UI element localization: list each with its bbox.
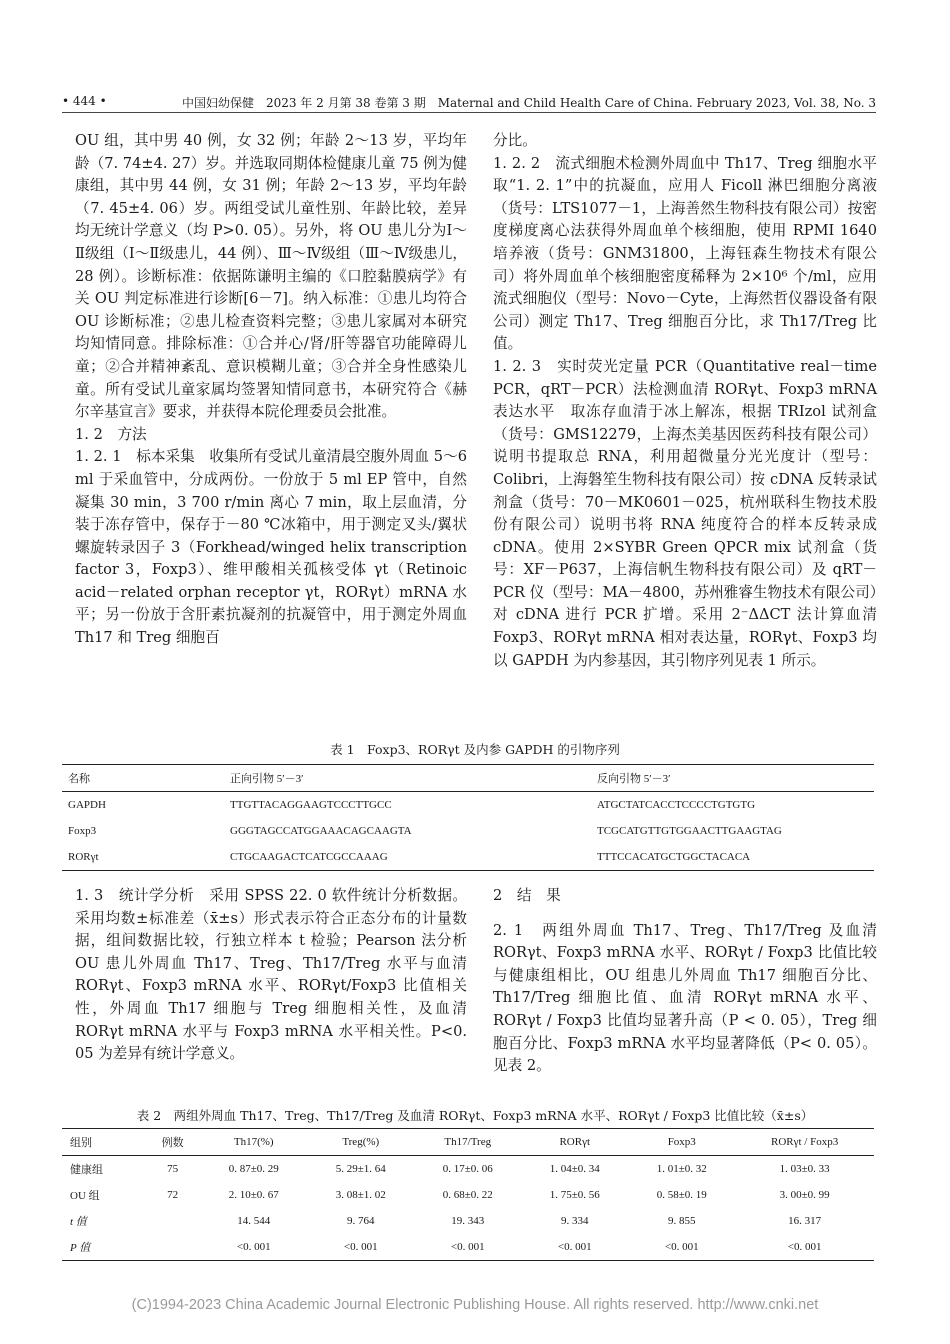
table-cell: <0. 001 — [236, 1241, 271, 1253]
table-cell: 1. 75±0. 56 — [549, 1189, 600, 1201]
section-heading-methods: 1. 2 方法 — [75, 425, 147, 443]
table-header-cell: RORγt / Foxp3 — [771, 1136, 839, 1148]
table-cell: OU 组 — [70, 1190, 100, 1202]
table-header-cell: Th17/Treg — [444, 1136, 492, 1148]
continued-text: 分比。 — [493, 132, 537, 149]
table-cell: Foxp3 — [68, 825, 97, 837]
comparison-table — [62, 1128, 874, 1261]
table-cell: <0. 001 — [664, 1241, 699, 1253]
table-header-row — [62, 765, 874, 792]
running-header — [0, 90, 950, 114]
table-cell: 0. 58±0. 19 — [656, 1189, 707, 1201]
primer-sequence-table — [62, 764, 874, 871]
table-cell: <0. 001 — [343, 1241, 378, 1253]
copyright-footer: (C)1994-2023 China Academic Journal Electronic Publishing House. All rights reserved. http://www.cnki.net — [131, 1297, 819, 1313]
table-row — [62, 1208, 874, 1234]
table-cell: TCGCATGTTGTGGAACTTGAAGTAG — [597, 825, 782, 837]
table-header-row — [62, 1129, 874, 1156]
table-cell: 1. 03±0. 33 — [779, 1163, 830, 1175]
table-cell: 3. 08±1. 02 — [335, 1189, 386, 1201]
table-cell: 0. 87±0. 29 — [228, 1163, 279, 1175]
table-cell — [145, 1234, 200, 1261]
table-cell: 1. 04±0. 34 — [549, 1163, 600, 1175]
table-row — [62, 1156, 874, 1183]
table-header-cell: Th17(%) — [233, 1136, 274, 1148]
table-cell: 3. 00±0. 99 — [779, 1189, 830, 1201]
left-column-upper — [75, 130, 467, 650]
table-cell: <0. 001 — [787, 1241, 822, 1253]
table-header-cell: 组别 — [70, 1137, 92, 1149]
table-header-cell: Treg(%) — [342, 1136, 380, 1148]
journal-running-title: 中国妇幼保健 2023 年 2 月第 38 卷第 3 期 Maternal and Child Health Care of China. February 2023, Vol. 38, No. 3 — [181, 96, 876, 110]
table-cell: TTTCCACATGCTGGCTACACA — [597, 851, 751, 863]
table-cell: 9. 334 — [561, 1215, 589, 1227]
table-cell: 9. 855 — [668, 1215, 696, 1227]
table-cell: 0. 68±0. 22 — [442, 1189, 493, 1201]
table-row — [62, 792, 874, 819]
right-column-upper — [493, 130, 892, 672]
table-cell: 16. 317 — [788, 1215, 822, 1227]
table-cell: 0. 17±0. 06 — [442, 1163, 493, 1175]
table-header-cell: RORγt — [559, 1136, 591, 1148]
table-cell: CTGCAAGACTCATCGCCAAAG — [230, 851, 388, 863]
table-header-cell: 名称 — [68, 773, 90, 785]
table-cell: 5. 29±1. 64 — [335, 1163, 386, 1175]
results-paragraph: 2. 1 两组外周血 Th17、Treg、Th17/Treg 及血清 RORγt、Foxp3 mRNA 水平、RORγt / Foxp3 比值比较 与健康组相比，OU 组患儿外周血 Th17 细胞百分比、Th17/Treg 细胞比值、血清 RORγt mRNA 水平、RORγt / Foxp3 比值均显著升高（P < 0. 05），Treg 细胞百分比、Foxp3 mRNA 水平均显著降低（P< 0. 05）。见表 2。 — [493, 921, 892, 1075]
table-cell: 14. 544 — [237, 1215, 271, 1227]
table-cell: 9. 764 — [347, 1215, 375, 1227]
table-cell: 2. 10±0. 67 — [228, 1189, 279, 1201]
table-row — [62, 844, 874, 871]
table-cell: 健康组 — [70, 1164, 103, 1176]
table-cell: <0. 001 — [450, 1241, 485, 1253]
table-cell: TTGTTACAGGAAGTCCCTTGCC — [230, 799, 392, 811]
subjects-paragraph: OU 组，其中男 40 例，女 32 例；年龄 2～13 岁，平均年龄（7. 74±4. 27）岁。并选取同期体检健康儿童 75 例为健康组，其中男 44 例，女 31 例；年龄 2～13 岁，平均年龄（7. 45±4. 06）岁。两组受试儿童性别、年龄比较，差异均无统计学意义（均 P>0. 05）。另外，将 OU 患儿分为Ⅰ～Ⅱ级组（Ⅰ～Ⅱ级患儿，44 例）、Ⅲ～Ⅳ级组（Ⅲ～Ⅳ级患儿，28 例）。诊断标准：依据陈谦明主编的《口腔黏膜病学》有关 OU 判定标准进行诊断[6－7]。纳入标准：①患儿均符合 OU 诊断标准；②患儿检查资料完整；③患儿家属对本研究均知情同意。排除标准：①合并心/肾/肝等器官功能障碍儿童；②合并精神紊乱、意识模糊儿童；③合并全身性感染儿童。所有受试儿童家属均签署知情同意书，本研究符合《赫尔辛基宣言》要求，并获得本院伦理委员会批准。 — [75, 132, 467, 421]
left-column-lower — [75, 885, 467, 1066]
table-cell: 19. 343 — [451, 1215, 485, 1227]
table-header-cell: Foxp3 — [667, 1136, 696, 1148]
table-cell: t 值 — [70, 1216, 87, 1228]
table-cell: P 值 — [70, 1242, 91, 1254]
table-header-cell: 例数 — [161, 1137, 184, 1149]
table-cell: RORγt — [68, 851, 99, 863]
table-cell: <0. 001 — [557, 1241, 592, 1253]
table-cell: GGGTAGCCATGGAAACAGCAAGTA — [230, 825, 412, 837]
table-row — [62, 1182, 874, 1208]
header-rule — [62, 112, 876, 113]
right-column-lower — [493, 885, 892, 1078]
table-cell: GAPDH — [68, 799, 106, 811]
page-number: • 444 • — [62, 94, 107, 108]
table-header-cell: 反向引物 5′－3′ — [597, 773, 671, 785]
table1-caption: 表 1 Foxp3、RORγt 及内参 GAPDH 的引物序列 — [330, 742, 620, 757]
table-cell: ATGCTATCACCTCCCCTGTGTG — [597, 799, 756, 811]
table-cell: 1. 01±0. 32 — [656, 1163, 707, 1175]
table-row — [62, 818, 874, 844]
table-header-cell: 正向引物 5′－3′ — [230, 773, 304, 785]
table-cell: 75 — [167, 1163, 179, 1175]
table-cell — [145, 1208, 200, 1234]
table-row — [62, 1234, 874, 1261]
section-heading-results: 2 结 果 — [493, 887, 561, 904]
flow-cytometry-paragraph: 1. 2. 2 流式细胞术检测外周血中 Th17、Treg 细胞水平 取“1. 2. 1”中的抗凝血，应用人 Ficoll 淋巴细胞分离液（货号：LTS1077－1，上海善然生物科技有限公司）按密度梯度离心法获得外周血单个核细胞，使用 RPMI 1640 培养液（货号：GNM31800，上海钰森生物技术有限公司）将外周血单个核细胞密度稀释为 2×10⁶ 个/ml，应用流式细胞仪（型号：Novo－Cyte，上海然哲仪器设备有限公司）测定 Th17、Treg 细胞百分比，求 Th17/Treg 比值。 — [493, 154, 892, 353]
table-cell: 72 — [167, 1189, 179, 1201]
sample-collection-paragraph: 1. 2. 1 标本采集 收集所有受试儿童清晨空腹外周血 5～6 ml 于采血管中，分成两份。一份放于 5 ml EP 管中，自然凝集 30 min，3 700 r/min 离心 7 min，取上层血清，分装于冻存管中，保存于－80 ℃冰箱中，用于测定叉头/翼状螺旋转录因子 3（Forkhead/winged helix transcription factor 3，Foxp3）、维甲酸相关孤核受体 γt（Retinoic acid－related orphan receptor γt，RORγt）mRNA 水平；另一份放于含肝素抗凝剂的抗凝管中，用于测定外周血 Th17 和 Treg 细胞百 — [75, 448, 467, 647]
table2-caption: 表 2 两组外周血 Th17、Treg、Th17/Treg 及血清 RORγt、Foxp3 mRNA 水平、RORγt / Foxp3 比值比较（x̄±s） — [136, 1108, 814, 1123]
qrt-pcr-paragraph: 1. 2. 3 实时荧光定量 PCR（Quantitative real－time PCR，qRT－PCR）法检测血清 RORγt、Foxp3 mRNA 表达水平 取冻存血清于冰上解冻，根据 TRIzol 试剂盒（货号：GMS12279，上海杰美基因医药科技有限公司）说明书提取总 RNA，利用超微量分光光度计（型号：Colibri，上海磐笙生物科技有限公司）按 cDNA 反转录试剂盒（货号：70－MK0601－025，杭州联科生物技术股份有限公司）说明书将 RNA 纯度符合的样本反转录成 cDNA。使用 2×SYBR Green QPCR mix 试剂盒（货号：XF－P637，上海信帆生物科技有限公司）及 qRT－PCR 仪（型号：MA－4800，苏州雅睿生物技术有限公司）对 cDNA 进行 PCR 扩增。采用 2⁻ΔΔCT 法计算血清 Foxp3、RORγt mRNA 相对表达量，RORγt、Foxp3 均以 GAPDH 为内参基因，其引物序列见表 1 所示。 — [493, 357, 877, 669]
statistics-paragraph: 1. 3 统计学分析 采用 SPSS 22. 0 软件统计分析数据。采用均数±标准差（x̄±s）形式表示符合正态分布的计量数据，组间数据比较，行独立样本 t 检验；Pearson 法分析 OU 患儿外周血 Th17、Treg、Th17/Treg 水平与血清 RORγt、Foxp3 mRNA 水平、RORγt/Foxp3 比值相关性，外周血 Th17 细胞与 Treg 细胞相关性，及血清 RORγt mRNA 水平与 Foxp3 mRNA 水平相关性。P<0. 05 为差异有统计学意义。 — [75, 887, 467, 1063]
